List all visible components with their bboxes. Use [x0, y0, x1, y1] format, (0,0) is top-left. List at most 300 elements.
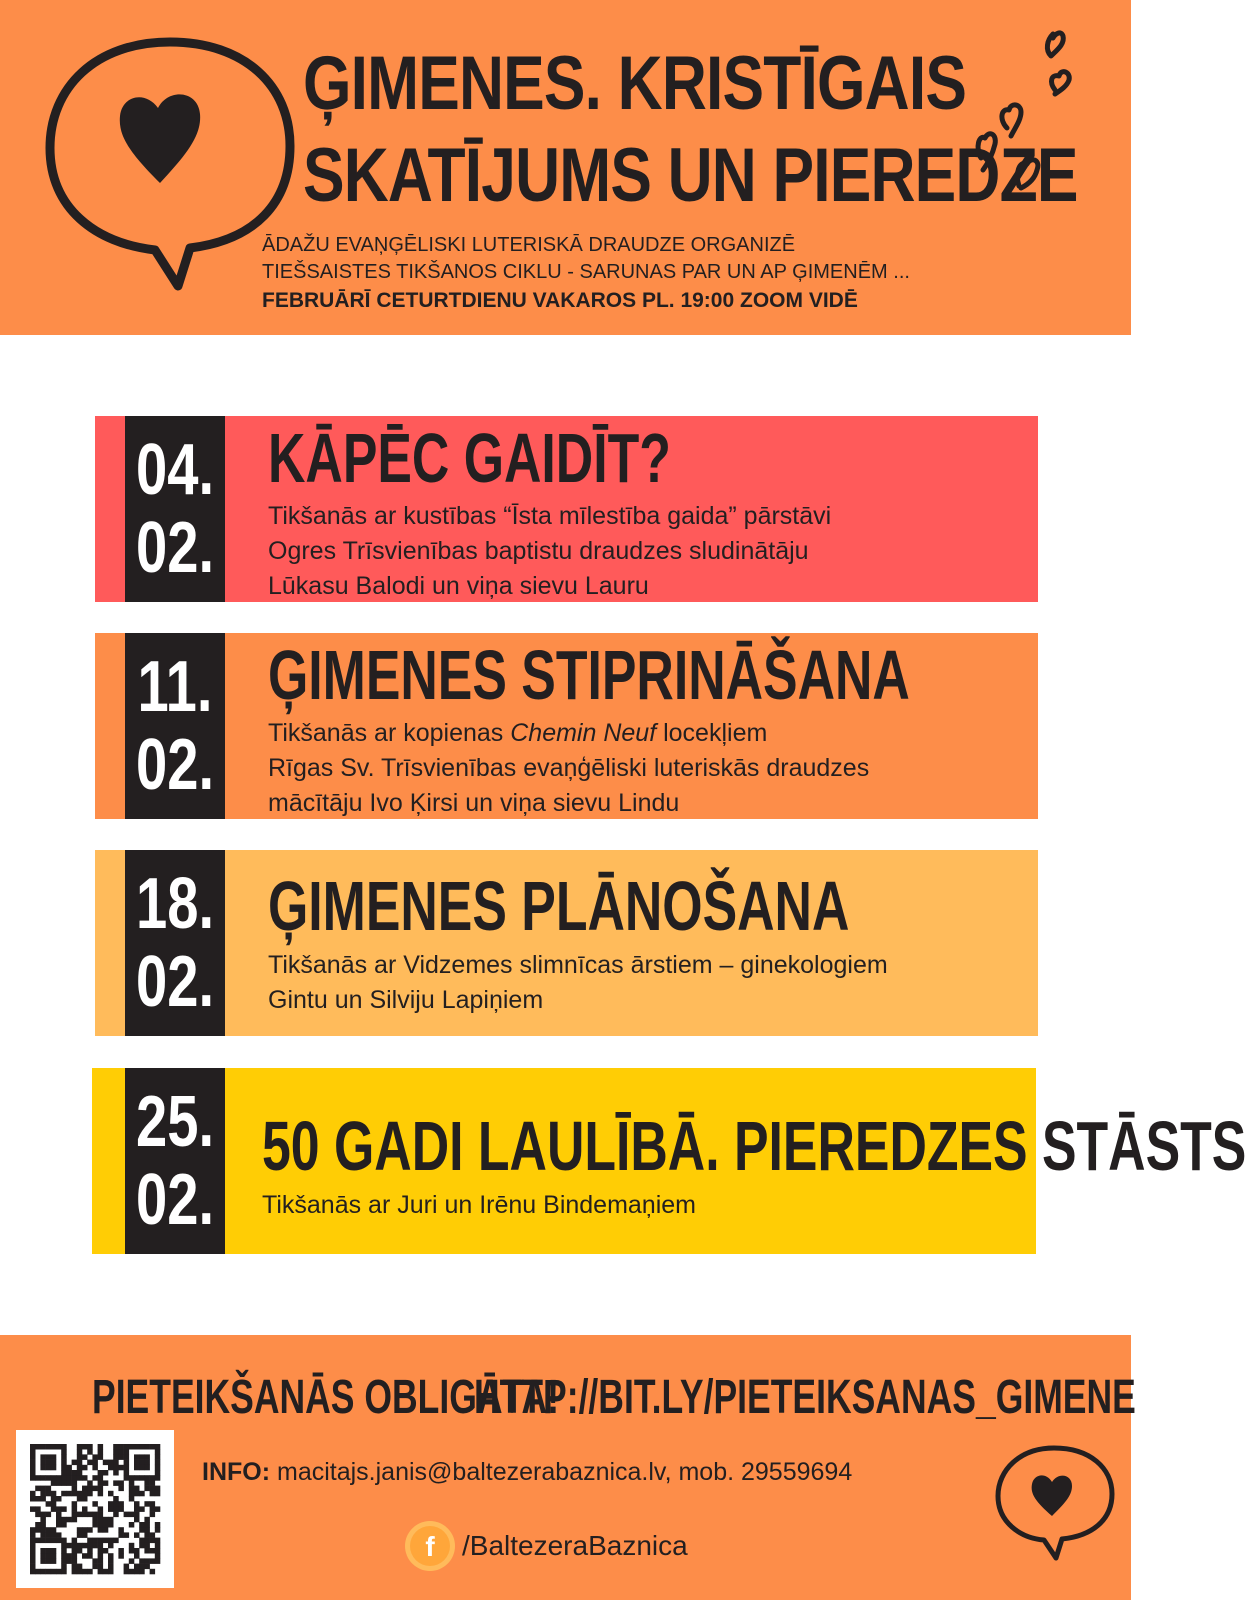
- qr-module: [82, 1444, 88, 1450]
- qr-module: [129, 1569, 135, 1575]
- qr-module: [87, 1449, 93, 1455]
- qr-module: [124, 1532, 130, 1538]
- qr-module: [118, 1465, 124, 1471]
- qr-module: [150, 1548, 156, 1554]
- qr-module: [134, 1454, 140, 1460]
- event-desc-line: Gintu un Silviju Lapiņiem: [268, 986, 544, 1014]
- qr-module: [150, 1444, 156, 1450]
- qr-module: [77, 1449, 83, 1455]
- qr-module: [40, 1512, 46, 1518]
- qr-module: [92, 1543, 98, 1549]
- event-month: 02.: [136, 942, 215, 1022]
- qr-module: [103, 1470, 109, 1476]
- qr-module: [92, 1486, 98, 1492]
- qr-module: [87, 1460, 93, 1466]
- qr-module: [155, 1548, 161, 1554]
- qr-module: [51, 1460, 57, 1466]
- qr-module: [113, 1538, 119, 1544]
- qr-module: [98, 1480, 104, 1486]
- qr-module: [144, 1522, 150, 1528]
- qr-module: [56, 1538, 62, 1544]
- qr-module: [46, 1558, 52, 1564]
- qr-module: [61, 1491, 66, 1497]
- event-title-3: ĢIMENES PLĀNOŠANA: [268, 867, 850, 945]
- qr-module: [113, 1480, 119, 1486]
- qr-module: [155, 1558, 161, 1564]
- qr-module: [61, 1543, 66, 1549]
- qr-module: [98, 1548, 104, 1554]
- qr-module: [155, 1543, 161, 1549]
- qr-module: [144, 1532, 150, 1538]
- qr-module: [103, 1517, 109, 1523]
- qr-module: [134, 1517, 140, 1523]
- qr-module: [82, 1491, 88, 1497]
- qr-module: [40, 1517, 46, 1523]
- qr-module: [92, 1512, 98, 1518]
- event-desc-text: locekļiem: [656, 719, 768, 747]
- qr-module: [118, 1449, 124, 1455]
- qr-module: [51, 1501, 57, 1507]
- qr-module: [144, 1564, 150, 1570]
- qr-module: [30, 1496, 36, 1502]
- qr-module: [150, 1480, 156, 1486]
- qr-module: [87, 1512, 93, 1518]
- qr-module: [129, 1486, 135, 1492]
- qr-module: [139, 1569, 145, 1575]
- qr-module: [77, 1564, 83, 1570]
- qr-module: [113, 1512, 119, 1518]
- qr-module: [155, 1527, 161, 1533]
- qr-module: [134, 1491, 140, 1497]
- qr-module: [124, 1475, 130, 1481]
- qr-module: [108, 1460, 114, 1466]
- qr-module: [134, 1501, 140, 1507]
- qr-module: [108, 1491, 114, 1497]
- event-desc-line: [268, 716, 767, 750]
- qr-module: [66, 1465, 72, 1471]
- qr-module: [134, 1444, 140, 1450]
- qr-module: [61, 1569, 66, 1575]
- qr-module: [72, 1558, 78, 1564]
- qr-module: [61, 1564, 66, 1570]
- qr-module: [72, 1564, 78, 1570]
- qr-module: [56, 1496, 62, 1502]
- qr-module: [98, 1449, 104, 1455]
- qr-module: [72, 1480, 78, 1486]
- qr-module: [139, 1444, 145, 1450]
- qr-module: [87, 1543, 93, 1549]
- qr-module: [92, 1475, 98, 1481]
- qr-module: [129, 1491, 135, 1497]
- qr-module: [40, 1548, 46, 1554]
- qr-module: [56, 1480, 62, 1486]
- qr-module: [144, 1527, 150, 1533]
- qr-module: [92, 1538, 98, 1544]
- qr-module: [72, 1543, 78, 1549]
- qr-module: [30, 1449, 36, 1455]
- qr-module: [82, 1486, 88, 1492]
- event-title-2: ĢIMENES STIPRINĀŠANA: [268, 636, 910, 714]
- event-desc-line: Lūkasu Balodi un viņa sievu Lauru: [268, 572, 649, 600]
- page-title: [303, 38, 1078, 222]
- qr-module: [61, 1475, 66, 1481]
- qr-module: [129, 1543, 135, 1549]
- qr-module: [87, 1491, 93, 1497]
- qr-module: [113, 1506, 119, 1512]
- qr-module: [108, 1465, 114, 1471]
- qr-module: [72, 1553, 78, 1559]
- qr-module: [51, 1454, 57, 1460]
- qr-module: [124, 1470, 130, 1476]
- qr-module: [40, 1522, 46, 1528]
- event-date-3: [125, 850, 225, 1036]
- qr-module: [40, 1496, 46, 1502]
- qr-module: [51, 1538, 57, 1544]
- event-day: 25.: [136, 1082, 215, 1162]
- qr-module: [46, 1465, 52, 1471]
- qr-code: [16, 1430, 174, 1588]
- qr-module: [150, 1475, 156, 1481]
- qr-module: [118, 1501, 124, 1507]
- qr-module: [61, 1460, 66, 1466]
- qr-module: [98, 1486, 104, 1492]
- qr-module: [40, 1558, 46, 1564]
- event-desc-line: Ogres Trīsvienības baptistu draudzes sludinātāju: [268, 537, 809, 565]
- qr-module: [124, 1512, 130, 1518]
- qr-module: [144, 1465, 150, 1471]
- qr-module: [113, 1454, 119, 1460]
- qr-module: [30, 1491, 36, 1497]
- qr-module: [144, 1460, 150, 1466]
- qr-module: [155, 1553, 161, 1559]
- qr-module: [124, 1569, 130, 1575]
- qr-module: [72, 1475, 78, 1481]
- qr-module: [30, 1543, 36, 1549]
- qr-module: [61, 1558, 66, 1564]
- qr-module: [87, 1548, 93, 1554]
- qr-module: [98, 1444, 104, 1450]
- qr-module: [139, 1491, 145, 1497]
- qr-module: [56, 1475, 62, 1481]
- qr-module: [155, 1486, 161, 1492]
- qr-module: [155, 1465, 161, 1471]
- qr-code-icon: [16, 1430, 174, 1588]
- qr-module: [46, 1460, 52, 1466]
- qr-module: [82, 1543, 88, 1549]
- qr-module: [40, 1553, 46, 1559]
- qr-module: [134, 1465, 140, 1471]
- qr-module: [82, 1506, 88, 1512]
- qr-module: [139, 1564, 145, 1570]
- qr-module: [56, 1506, 62, 1512]
- qr-module: [124, 1444, 130, 1450]
- qr-module: [77, 1569, 83, 1575]
- qr-module: [144, 1454, 150, 1460]
- qr-module: [150, 1491, 156, 1497]
- qr-module: [92, 1558, 98, 1564]
- qr-module: [82, 1527, 88, 1533]
- qr-module: [155, 1506, 161, 1512]
- qr-module: [144, 1486, 150, 1492]
- qr-module: [35, 1496, 41, 1502]
- qr-module: [144, 1558, 150, 1564]
- qr-module: [72, 1491, 78, 1497]
- qr-module: [108, 1501, 114, 1507]
- qr-module: [155, 1475, 161, 1481]
- qr-module: [108, 1569, 114, 1575]
- qr-module: [46, 1444, 52, 1450]
- event-desc-line: mācītāju Ivo Ķirsi un viņa sievu Lindu: [268, 789, 680, 817]
- qr-module: [30, 1475, 36, 1481]
- qr-module: [98, 1454, 104, 1460]
- qr-module: [61, 1465, 66, 1471]
- event-desc-line: Tikšanās ar kustības “Īsta mīlestība gaida” pārstāvi: [268, 502, 832, 530]
- title-line-1: ĢIMENES. KRISTĪGAIS: [303, 41, 967, 126]
- qr-module: [46, 1475, 52, 1481]
- qr-module: [30, 1465, 36, 1471]
- qr-module: [129, 1548, 135, 1554]
- qr-module: [92, 1465, 98, 1471]
- qr-module: [108, 1522, 114, 1528]
- qr-module: [77, 1512, 83, 1518]
- qr-module: [46, 1532, 52, 1538]
- qr-module: [108, 1558, 114, 1564]
- qr-module: [124, 1564, 130, 1570]
- event-title-1: KĀPĒC GAIDĪT?: [268, 419, 671, 497]
- qr-module: [118, 1548, 124, 1554]
- qr-module: [40, 1527, 46, 1533]
- event-day: 11.: [137, 647, 213, 727]
- qr-module: [108, 1553, 114, 1559]
- qr-module: [92, 1522, 98, 1528]
- qr-module: [118, 1486, 124, 1492]
- qr-module: [103, 1522, 109, 1528]
- qr-module: [56, 1512, 62, 1518]
- qr-module: [40, 1465, 46, 1471]
- qr-module: [98, 1553, 104, 1559]
- qr-module: [35, 1569, 41, 1575]
- info-text: macitajs.janis@baltezerabaznica.lv, mob. 29559694: [270, 1458, 853, 1486]
- facebook-letter: f: [425, 1531, 435, 1562]
- qr-module: [40, 1475, 46, 1481]
- qr-module: [30, 1538, 36, 1544]
- qr-module: [87, 1480, 93, 1486]
- qr-module: [72, 1538, 78, 1544]
- qr-module: [98, 1512, 104, 1518]
- qr-module: [82, 1454, 88, 1460]
- event-date-1: [125, 416, 225, 602]
- qr-module: [98, 1517, 104, 1523]
- qr-module: [66, 1491, 72, 1497]
- qr-module: [113, 1465, 119, 1471]
- qr-module: [77, 1475, 83, 1481]
- qr-module: [35, 1512, 41, 1518]
- qr-module: [56, 1517, 62, 1523]
- event-date-4: [125, 1068, 225, 1254]
- qr-module: [108, 1506, 114, 1512]
- qr-module: [103, 1569, 109, 1575]
- qr-module: [155, 1449, 161, 1455]
- qr-module: [144, 1444, 150, 1450]
- qr-module: [35, 1538, 41, 1544]
- qr-module: [134, 1553, 140, 1559]
- qr-module: [51, 1496, 57, 1502]
- qr-module: [40, 1569, 46, 1575]
- event-month: 02.: [136, 1160, 215, 1240]
- qr-module: [40, 1454, 46, 1460]
- qr-module: [139, 1506, 145, 1512]
- event-day: 04.: [136, 430, 215, 510]
- qr-module: [40, 1532, 46, 1538]
- qr-module: [98, 1522, 104, 1528]
- qr-module: [56, 1569, 62, 1575]
- qr-module: [46, 1512, 52, 1518]
- qr-module: [139, 1475, 145, 1481]
- qr-module: [72, 1548, 78, 1554]
- event-desc-text: Tikšanās ar kopienas: [268, 719, 511, 747]
- qr-module: [61, 1517, 66, 1523]
- qr-module: [139, 1527, 145, 1533]
- qr-module: [144, 1538, 150, 1544]
- qr-module: [98, 1538, 104, 1544]
- qr-module: [108, 1543, 114, 1549]
- qr-module: [129, 1512, 135, 1518]
- qr-module: [77, 1527, 83, 1533]
- qr-module: [118, 1532, 124, 1538]
- registration-link[interactable]: HTTP://BIT.LY/PIETEIKSANAS_GIMENE: [474, 1371, 1136, 1424]
- qr-module: [61, 1538, 66, 1544]
- qr-module: [30, 1444, 36, 1450]
- qr-module: [66, 1558, 72, 1564]
- qr-module: [56, 1532, 62, 1538]
- qr-module: [134, 1486, 140, 1492]
- event-desc-emphasis: Chemin Neuf: [510, 719, 657, 747]
- qr-module: [113, 1501, 119, 1507]
- qr-module: [150, 1506, 156, 1512]
- qr-module: [118, 1553, 124, 1559]
- qr-module: [30, 1553, 36, 1559]
- qr-module: [46, 1486, 52, 1492]
- qr-module: [61, 1444, 66, 1450]
- qr-module: [113, 1444, 119, 1450]
- qr-module: [92, 1460, 98, 1466]
- qr-module: [98, 1470, 104, 1476]
- qr-module: [124, 1449, 130, 1455]
- qr-module: [155, 1444, 161, 1450]
- qr-module: [144, 1480, 150, 1486]
- qr-module: [150, 1512, 156, 1518]
- qr-module: [92, 1454, 98, 1460]
- qr-module: [150, 1558, 156, 1564]
- qr-module: [150, 1569, 156, 1575]
- qr-module: [92, 1501, 98, 1507]
- qr-module: [139, 1538, 145, 1544]
- qr-module: [87, 1527, 93, 1533]
- qr-module: [77, 1470, 83, 1476]
- qr-module: [40, 1444, 46, 1450]
- qr-module: [61, 1522, 66, 1528]
- qr-module: [92, 1564, 98, 1570]
- qr-module: [118, 1527, 124, 1533]
- qr-module: [155, 1538, 161, 1544]
- qr-module: [30, 1454, 36, 1460]
- qr-module: [66, 1475, 72, 1481]
- qr-module: [61, 1449, 66, 1455]
- qr-module: [35, 1527, 41, 1533]
- qr-module: [56, 1444, 62, 1450]
- qr-module: [40, 1538, 46, 1544]
- qr-module: [77, 1496, 83, 1502]
- qr-module: [139, 1543, 145, 1549]
- qr-module: [139, 1454, 145, 1460]
- qr-module: [46, 1548, 52, 1554]
- event-month: 02.: [136, 725, 215, 805]
- qr-module: [103, 1480, 109, 1486]
- qr-module: [66, 1553, 72, 1559]
- qr-module: [72, 1486, 78, 1492]
- qr-module: [51, 1532, 57, 1538]
- qr-module: [87, 1486, 93, 1492]
- qr-module: [82, 1475, 88, 1481]
- qr-module: [144, 1548, 150, 1554]
- qr-module: [134, 1506, 140, 1512]
- qr-module: [124, 1460, 130, 1466]
- qr-module: [139, 1558, 145, 1564]
- facebook-handle[interactable]: /BaltezeraBaznica: [462, 1530, 688, 1561]
- qr-module: [98, 1506, 104, 1512]
- qr-module: [82, 1553, 88, 1559]
- qr-module: [103, 1538, 109, 1544]
- qr-module: [134, 1569, 140, 1575]
- event-desc-line: Rīgas Sv. Trīsvienības evaņģēliski luteriskās draudzes: [268, 754, 870, 782]
- qr-module: [66, 1470, 72, 1476]
- qr-module: [98, 1543, 104, 1549]
- qr-module: [46, 1527, 52, 1533]
- qr-module: [30, 1569, 36, 1575]
- qr-module: [51, 1480, 57, 1486]
- qr-module: [124, 1454, 130, 1460]
- speech-bubble-heart-icon: [40, 28, 300, 290]
- contact-info: [202, 1456, 852, 1488]
- facebook-icon[interactable]: [404, 1520, 456, 1572]
- qr-module: [82, 1569, 88, 1575]
- event-date-2: [125, 633, 225, 819]
- schedule-note: FEBRUĀRĪ CETURTDIENU VAKAROS PL. 19:00 ZOOM VIDĒ: [262, 289, 858, 312]
- qr-module: [46, 1491, 52, 1497]
- qr-module: [134, 1512, 140, 1518]
- qr-module: [124, 1465, 130, 1471]
- qr-module: [30, 1532, 36, 1538]
- qr-module: [30, 1470, 36, 1476]
- qr-module: [108, 1564, 114, 1570]
- qr-module: [82, 1496, 88, 1502]
- qr-module: [118, 1480, 124, 1486]
- qr-module: [56, 1522, 62, 1528]
- qr-module: [139, 1522, 145, 1528]
- qr-module: [134, 1460, 140, 1466]
- qr-module: [129, 1496, 135, 1502]
- qr-module: [61, 1470, 66, 1476]
- qr-module: [72, 1506, 78, 1512]
- qr-module: [46, 1569, 52, 1575]
- qr-module: [77, 1444, 83, 1450]
- qr-module: [72, 1501, 78, 1507]
- qr-module: [61, 1506, 66, 1512]
- qr-module: [30, 1564, 36, 1570]
- qr-module: [98, 1558, 104, 1564]
- qr-module: [113, 1449, 119, 1455]
- qr-module: [92, 1517, 98, 1523]
